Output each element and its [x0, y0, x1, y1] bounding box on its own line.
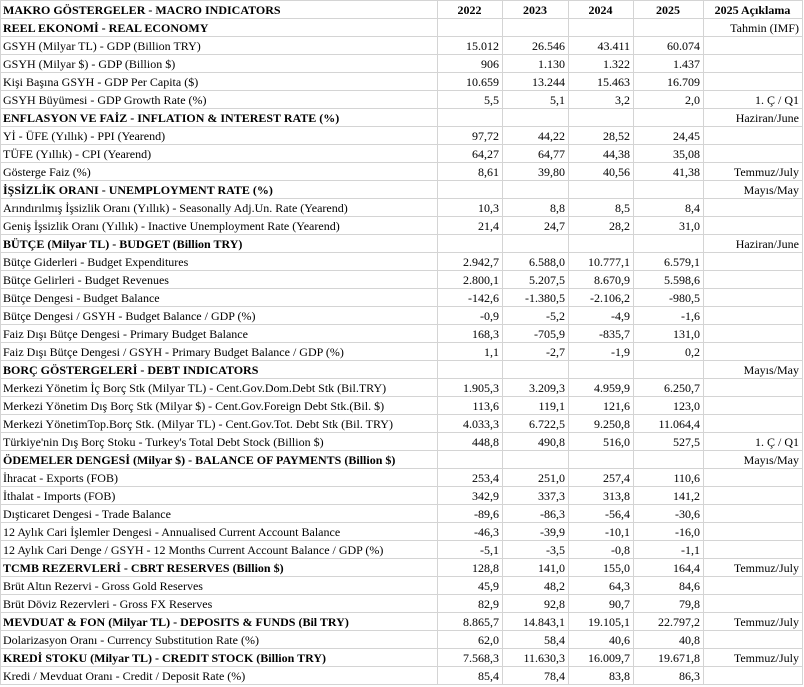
row-label: 12 Aylık Cari Denge / GSYH - 12 Months Current Account Balance / GDP (%): [1, 541, 438, 559]
note-cell: [704, 253, 803, 271]
value-2024: -56,4: [569, 505, 634, 523]
note-cell: [704, 631, 803, 649]
value-2024: -0,8: [569, 541, 634, 559]
value-2025: 22.797,2: [634, 613, 704, 631]
section-title: ENFLASYON VE FAİZ - INFLATION & INTEREST RATE (%): [1, 109, 438, 127]
note-cell: Temmuz/July: [704, 649, 803, 667]
note-cell: [704, 73, 803, 91]
value-2022: 448,8: [438, 433, 503, 451]
value-2025: 2,0: [634, 91, 704, 109]
table-row: [1, 541, 803, 559]
value-2023: 92,8: [503, 595, 569, 613]
note-cell: Temmuz/July: [704, 163, 803, 181]
value-2025: -1,1: [634, 541, 704, 559]
value-2022: 8.865,7: [438, 613, 503, 631]
value-2024: 16.009,7: [569, 649, 634, 667]
value-2022: 97,72: [438, 127, 503, 145]
row-label: GSYH Büyümesi - GDP Growth Rate (%): [1, 91, 438, 109]
note-cell: [704, 343, 803, 361]
table-row: [1, 199, 803, 217]
value-2025: 6.579,1: [634, 253, 704, 271]
value-2023: [503, 361, 569, 379]
value-2023: -3,5: [503, 541, 569, 559]
note-cell: [704, 595, 803, 613]
value-2022: [438, 361, 503, 379]
note-cell: [704, 415, 803, 433]
value-2024: 8.670,9: [569, 271, 634, 289]
row-label: Merkezi Yönetim Dış Borç Stk (Milyar $) - Cent.Gov.Foreign Debt Stk.(Bil. $): [1, 397, 438, 415]
section-row: [1, 559, 803, 577]
value-2023: 26.546: [503, 37, 569, 55]
value-2024: [569, 235, 634, 253]
value-2023: -39,9: [503, 523, 569, 541]
value-2024: -10,1: [569, 523, 634, 541]
value-2024: 44,38: [569, 145, 634, 163]
value-2023: 490,8: [503, 433, 569, 451]
note-header: 2025 Açıklama: [704, 1, 803, 19]
value-2022: 15.012: [438, 37, 503, 55]
value-2025: 41,38: [634, 163, 704, 181]
value-2023: 8,8: [503, 199, 569, 217]
value-2024: 40,56: [569, 163, 634, 181]
value-2023: -5,2: [503, 307, 569, 325]
value-2022: 85,4: [438, 667, 503, 685]
value-2025: 110,6: [634, 469, 704, 487]
value-2025: 5.598,6: [634, 271, 704, 289]
table-row: [1, 667, 803, 685]
year-2024-header: 2024: [569, 1, 634, 19]
value-2025: 84,6: [634, 577, 704, 595]
value-2024: 40,6: [569, 631, 634, 649]
value-2024: -4,9: [569, 307, 634, 325]
table-row: [1, 37, 803, 55]
value-2024: [569, 181, 634, 199]
value-2024: [569, 109, 634, 127]
table-row: [1, 415, 803, 433]
row-label: Dolarizasyon Oranı - Currency Substitution Rate (%): [1, 631, 438, 649]
value-2022: -0,9: [438, 307, 503, 325]
value-2025: 0,2: [634, 343, 704, 361]
value-2022: [438, 235, 503, 253]
value-2025: [634, 181, 704, 199]
row-label: Dışticaret Dengesi - Trade Balance: [1, 505, 438, 523]
value-2023: 14.843,1: [503, 613, 569, 631]
section-title: TCMB REZERVLERİ - CBRT RESERVES (Billion $): [1, 559, 438, 577]
value-2024: 15.463: [569, 73, 634, 91]
section-row: [1, 235, 803, 253]
value-2023: 337,3: [503, 487, 569, 505]
value-2022: 1,1: [438, 343, 503, 361]
note-cell: [704, 55, 803, 73]
value-2022: [438, 181, 503, 199]
note-cell: [704, 37, 803, 55]
value-2022: 1.905,3: [438, 379, 503, 397]
value-2022: -142,6: [438, 289, 503, 307]
table-row: [1, 469, 803, 487]
note-cell: 1. Ç / Q1: [704, 91, 803, 109]
value-2024: 19.105,1: [569, 613, 634, 631]
row-label: Faiz Dışı Bütçe Dengesi - Primary Budget Balance: [1, 325, 438, 343]
value-2024: -835,7: [569, 325, 634, 343]
value-2025: 527,5: [634, 433, 704, 451]
year-2023-header: 2023: [503, 1, 569, 19]
value-2025: 164,4: [634, 559, 704, 577]
note-cell: [704, 325, 803, 343]
year-2022-header: 2022: [438, 1, 503, 19]
value-2023: 13.244: [503, 73, 569, 91]
value-2023: [503, 235, 569, 253]
value-2024: -1,9: [569, 343, 634, 361]
value-2022: 82,9: [438, 595, 503, 613]
value-2022: 128,8: [438, 559, 503, 577]
value-2022: [438, 19, 503, 37]
table-row: [1, 91, 803, 109]
row-label: Merkezi Yönetim İç Borç Stk (Milyar TL) - Cent.Gov.Dom.Debt Stk (Bil.TRY): [1, 379, 438, 397]
value-2025: [634, 451, 704, 469]
row-label: Merkezi YönetimTop.Borç Stk. (Milyar TL) - Cent.Gov.Tot. Debt Stk (Bil. TRY): [1, 415, 438, 433]
note-cell: Mayıs/May: [704, 451, 803, 469]
section-title: REEL EKONOMİ - REAL ECONOMY: [1, 19, 438, 37]
value-2023: -1.380,5: [503, 289, 569, 307]
table-body: [1, 19, 803, 685]
note-cell: [704, 505, 803, 523]
value-2024: 9.250,8: [569, 415, 634, 433]
section-title: KREDİ STOKU (Milyar TL) - CREDIT STOCK (Billion TRY): [1, 649, 438, 667]
value-2023: 251,0: [503, 469, 569, 487]
section-title: MEVDUAT & FON (Milyar TL) - DEPOSITS & FUNDS (Bil TRY): [1, 613, 438, 631]
note-cell: [704, 127, 803, 145]
value-2025: 11.064,4: [634, 415, 704, 433]
value-2024: -2.106,2: [569, 289, 634, 307]
row-label: İhracat - Exports (FOB): [1, 469, 438, 487]
value-2022: 342,9: [438, 487, 503, 505]
value-2022: 2.800,1: [438, 271, 503, 289]
section-row: [1, 181, 803, 199]
value-2023: 6.588,0: [503, 253, 569, 271]
value-2025: [634, 109, 704, 127]
value-2024: 4.959,9: [569, 379, 634, 397]
note-cell: [704, 271, 803, 289]
value-2024: 313,8: [569, 487, 634, 505]
value-2024: 83,8: [569, 667, 634, 685]
row-label: Kredi / Mevduat Oranı - Credit / Deposit Rate (%): [1, 667, 438, 685]
note-cell: [704, 541, 803, 559]
row-label: Türkiye'nin Dış Borç Stoku - Turkey's Total Debt Stock (Billion $): [1, 433, 438, 451]
header-row: [1, 1, 803, 19]
value-2023: 5,1: [503, 91, 569, 109]
value-2022: 906: [438, 55, 503, 73]
row-label: Bütçe Giderleri - Budget Expenditures: [1, 253, 438, 271]
value-2024: 10.777,1: [569, 253, 634, 271]
value-2025: 1.437: [634, 55, 704, 73]
section-title: BÜTÇE (Milyar TL) - BUDGET (Billion TRY): [1, 235, 438, 253]
value-2024: [569, 361, 634, 379]
table-row: [1, 379, 803, 397]
value-2024: 64,3: [569, 577, 634, 595]
value-2022: -89,6: [438, 505, 503, 523]
section-row: [1, 649, 803, 667]
value-2022: 10,3: [438, 199, 503, 217]
value-2022: 10.659: [438, 73, 503, 91]
table-row: [1, 433, 803, 451]
table-row: [1, 55, 803, 73]
table-row: [1, 253, 803, 271]
value-2022: [438, 109, 503, 127]
row-label: Brüt Altın Rezervi - Gross Gold Reserves: [1, 577, 438, 595]
value-2024: 257,4: [569, 469, 634, 487]
value-2025: 35,08: [634, 145, 704, 163]
value-2025: 123,0: [634, 397, 704, 415]
value-2025: 60.074: [634, 37, 704, 55]
value-2023: 1.130: [503, 55, 569, 73]
value-2023: -2,7: [503, 343, 569, 361]
value-2025: 19.671,8: [634, 649, 704, 667]
year-2025-header: 2025: [634, 1, 704, 19]
note-cell: [704, 217, 803, 235]
value-2024: [569, 451, 634, 469]
row-label: Brüt Döviz Rezervleri - Gross FX Reserves: [1, 595, 438, 613]
row-label: TÜFE (Yıllık) - CPI (Yearend): [1, 145, 438, 163]
table-row: [1, 487, 803, 505]
value-2022: 113,6: [438, 397, 503, 415]
value-2022: 7.568,3: [438, 649, 503, 667]
row-label: Kişi Başına GSYH - GDP Per Capita ($): [1, 73, 438, 91]
value-2023: 64,77: [503, 145, 569, 163]
value-2025: -1,6: [634, 307, 704, 325]
value-2022: 2.942,7: [438, 253, 503, 271]
section-row: [1, 613, 803, 631]
value-2024: 121,6: [569, 397, 634, 415]
table-row: [1, 73, 803, 91]
value-2025: -16,0: [634, 523, 704, 541]
value-2022: [438, 451, 503, 469]
value-2024: 155,0: [569, 559, 634, 577]
table-row: [1, 397, 803, 415]
value-2023: 39,80: [503, 163, 569, 181]
value-2025: 16.709: [634, 73, 704, 91]
row-label: İthalat - Imports (FOB): [1, 487, 438, 505]
row-label: GSYH (Milyar TL) - GDP (Billion TRY): [1, 37, 438, 55]
value-2024: 28,52: [569, 127, 634, 145]
value-2023: 24,7: [503, 217, 569, 235]
table-row: [1, 271, 803, 289]
row-label: Bütçe Gelirleri - Budget Revenues: [1, 271, 438, 289]
value-2024: 1.322: [569, 55, 634, 73]
value-2022: 5,5: [438, 91, 503, 109]
value-2022: 21,4: [438, 217, 503, 235]
value-2023: 48,2: [503, 577, 569, 595]
row-label: Faiz Dışı Bütçe Dengesi / GSYH - Primary Budget Balance / GDP (%): [1, 343, 438, 361]
value-2022: 62,0: [438, 631, 503, 649]
table-row: [1, 631, 803, 649]
table-row: [1, 145, 803, 163]
row-label: GSYH (Milyar $) - GDP (Billion $): [1, 55, 438, 73]
note-cell: [704, 469, 803, 487]
value-2023: [503, 19, 569, 37]
value-2024: 8,5: [569, 199, 634, 217]
value-2022: 253,4: [438, 469, 503, 487]
section-row: [1, 451, 803, 469]
value-2022: 4.033,3: [438, 415, 503, 433]
note-cell: [704, 199, 803, 217]
note-cell: [704, 379, 803, 397]
value-2025: [634, 19, 704, 37]
note-cell: [704, 307, 803, 325]
value-2025: [634, 361, 704, 379]
value-2023: -86,3: [503, 505, 569, 523]
value-2025: -980,5: [634, 289, 704, 307]
note-cell: [704, 397, 803, 415]
table-row: [1, 577, 803, 595]
value-2025: 6.250,7: [634, 379, 704, 397]
section-title: BORÇ GÖSTERGELERİ - DEBT INDICATORS: [1, 361, 438, 379]
value-2024: 90,7: [569, 595, 634, 613]
table-row: [1, 217, 803, 235]
note-cell: Temmuz/July: [704, 613, 803, 631]
value-2025: 131,0: [634, 325, 704, 343]
value-2023: 141,0: [503, 559, 569, 577]
value-2025: 79,8: [634, 595, 704, 613]
value-2023: 58,4: [503, 631, 569, 649]
note-cell: 1. Ç / Q1: [704, 433, 803, 451]
section-title: ÖDEMELER DENGESİ (Milyar $) - BALANCE OF PAYMENTS (Billion $): [1, 451, 438, 469]
section-row: [1, 361, 803, 379]
note-cell: Haziran/June: [704, 109, 803, 127]
table-row: [1, 325, 803, 343]
value-2022: 45,9: [438, 577, 503, 595]
value-2025: 141,2: [634, 487, 704, 505]
row-label: Yİ - ÜFE (Yıllık) - PPI (Yearend): [1, 127, 438, 145]
row-label: Bütçe Dengesi - Budget Balance: [1, 289, 438, 307]
table-row: [1, 505, 803, 523]
value-2025: -30,6: [634, 505, 704, 523]
value-2022: 8,61: [438, 163, 503, 181]
note-cell: [704, 145, 803, 163]
row-label: Bütçe Dengesi / GSYH - Budget Balance / GDP (%): [1, 307, 438, 325]
value-2023: [503, 181, 569, 199]
value-2024: [569, 19, 634, 37]
value-2023: [503, 109, 569, 127]
value-2025: 24,45: [634, 127, 704, 145]
note-cell: [704, 289, 803, 307]
section-row: [1, 109, 803, 127]
value-2024: 43.411: [569, 37, 634, 55]
table-row: [1, 289, 803, 307]
section-row: [1, 19, 803, 37]
note-cell: [704, 667, 803, 685]
note-cell: Tahmin (IMF): [704, 19, 803, 37]
note-cell: Haziran/June: [704, 235, 803, 253]
table-row: [1, 595, 803, 613]
value-2023: 6.722,5: [503, 415, 569, 433]
note-cell: Mayıs/May: [704, 181, 803, 199]
value-2022: -46,3: [438, 523, 503, 541]
row-label: 12 Aylık Cari İşlemler Dengesi - Annualised Current Account Balance: [1, 523, 438, 541]
value-2024: 516,0: [569, 433, 634, 451]
note-cell: Temmuz/July: [704, 559, 803, 577]
value-2025: 40,8: [634, 631, 704, 649]
table-row: [1, 343, 803, 361]
value-2023: 5.207,5: [503, 271, 569, 289]
value-2023: [503, 451, 569, 469]
value-2024: 28,2: [569, 217, 634, 235]
value-2025: 31,0: [634, 217, 704, 235]
note-cell: Mayıs/May: [704, 361, 803, 379]
value-2025: 86,3: [634, 667, 704, 685]
table-row: [1, 127, 803, 145]
table-row: [1, 307, 803, 325]
table-title: MAKRO GÖSTERGELER - MACRO INDICATORS: [1, 1, 438, 19]
note-cell: [704, 577, 803, 595]
table-row: [1, 163, 803, 181]
value-2023: -705,9: [503, 325, 569, 343]
value-2023: 44,22: [503, 127, 569, 145]
value-2023: 11.630,3: [503, 649, 569, 667]
value-2023: 119,1: [503, 397, 569, 415]
value-2022: 64,27: [438, 145, 503, 163]
row-label: Geniş İşsizlik Oranı (Yıllık) - Inactive Unemployment Rate (Yearend): [1, 217, 438, 235]
table-row: [1, 523, 803, 541]
row-label: Gösterge Faiz (%): [1, 163, 438, 181]
section-title: İŞSİZLİK ORANI - UNEMPLOYMENT RATE (%): [1, 181, 438, 199]
value-2022: -5,1: [438, 541, 503, 559]
value-2025: 8,4: [634, 199, 704, 217]
note-cell: [704, 487, 803, 505]
value-2023: 3.209,3: [503, 379, 569, 397]
value-2023: 78,4: [503, 667, 569, 685]
value-2024: 3,2: [569, 91, 634, 109]
value-2025: [634, 235, 704, 253]
row-label: Arındırılmış İşsizlik Oranı (Yıllık) - Seasonally Adj.Un. Rate (Yearend): [1, 199, 438, 217]
note-cell: [704, 523, 803, 541]
value-2022: 168,3: [438, 325, 503, 343]
